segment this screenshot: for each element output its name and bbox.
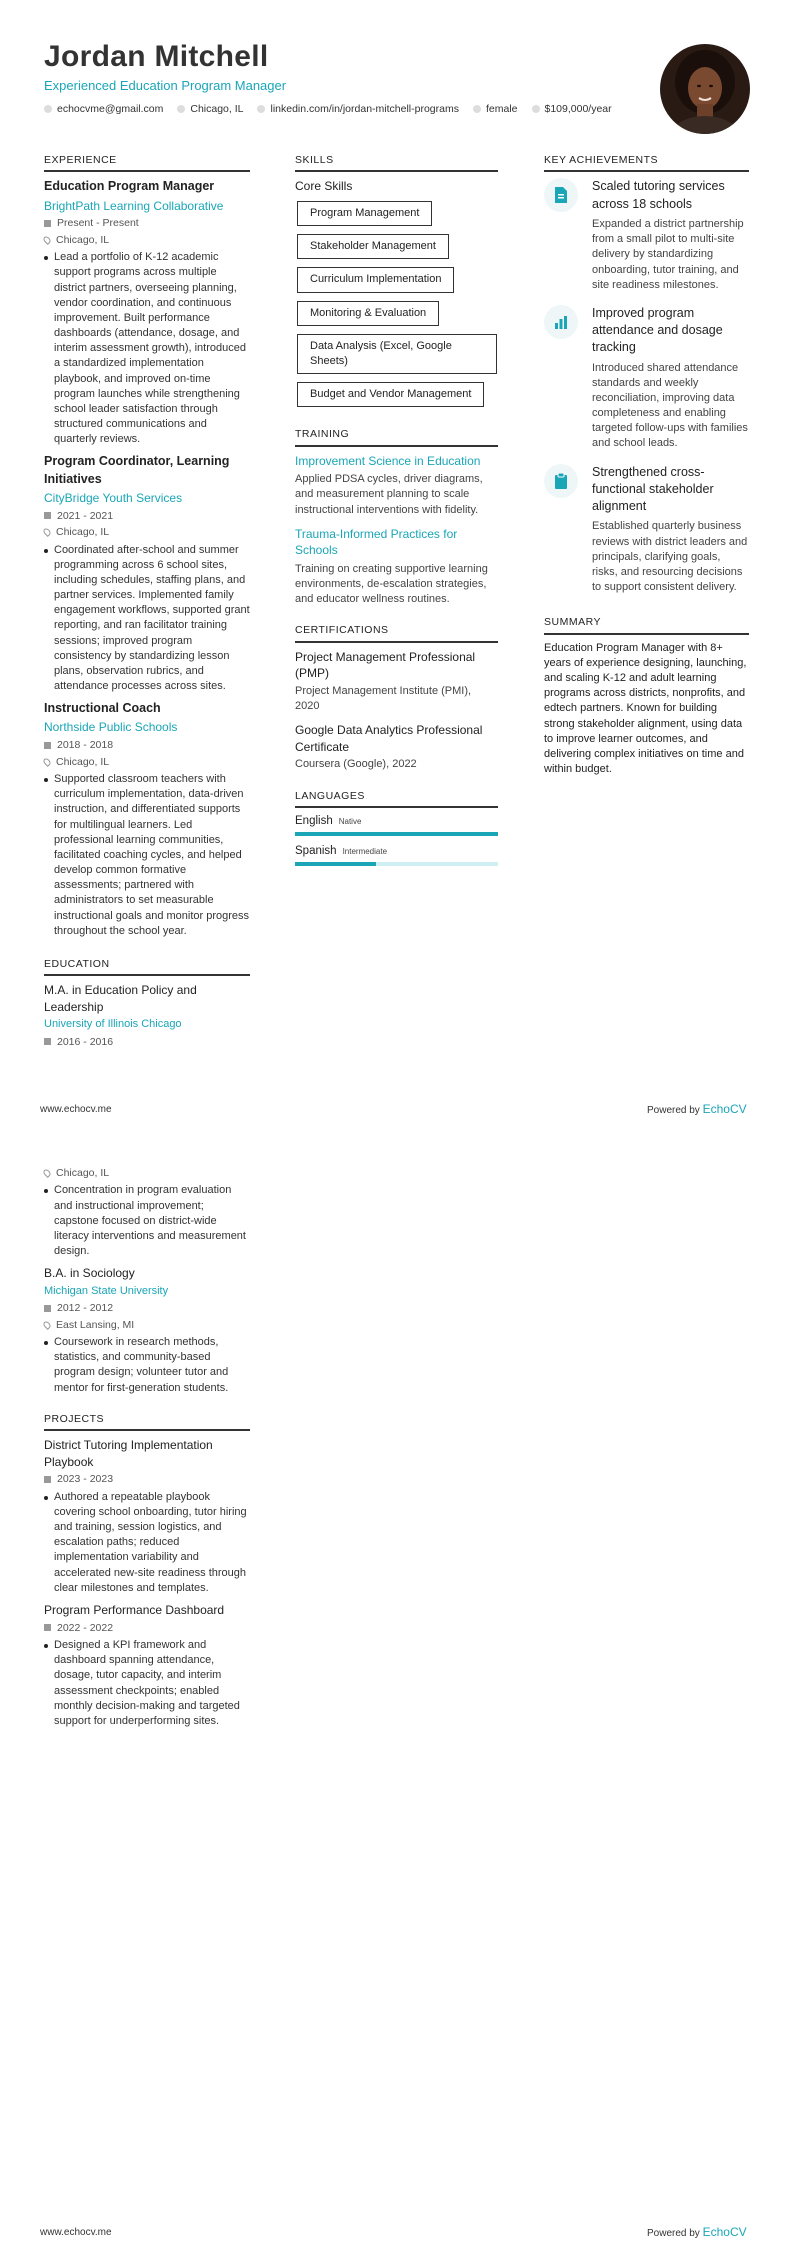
candidate-subtitle: Experienced Education Program Manager bbox=[44, 78, 287, 93]
skill-tag: Data Analysis (Excel, Google Sheets) bbox=[297, 334, 497, 374]
right-column bbox=[544, 153, 749, 777]
location-text: Chicago, IL bbox=[190, 103, 244, 115]
achievement-desc: Introduced shared attendance standards and weekly reconciliation, improving data completeness and enabling targeted follow-ups with families and school leads. bbox=[592, 361, 748, 450]
achievement-title: Strengthened cross-functional stakeholder alignment bbox=[592, 464, 714, 514]
language-level: Intermediate bbox=[342, 846, 388, 856]
bullet-text: Coordinated after-school and summer programming across 6 school sites, including schedules, staffing plans, and partner services. Implemented family engagement workflows, supported grant reporting, and ran facilitator training sessions; improved program consistency by standardizing lesson plans, observation rubrics, and attendance processes across sites. bbox=[54, 543, 250, 693]
contact-salary bbox=[532, 103, 612, 115]
education-section-title: EDUCATION bbox=[44, 957, 250, 976]
job-bullet bbox=[44, 772, 250, 939]
skills-section-title: SKILLS bbox=[295, 153, 498, 172]
language-item bbox=[295, 844, 498, 866]
job-dates bbox=[44, 738, 250, 752]
achievement-desc: Expanded a district partnership from a small pilot to multi-site delivery by standardizing onboarding, tutor training, and site readiness milestones. bbox=[592, 217, 744, 291]
dates-text: 2018 - 2018 bbox=[57, 739, 114, 752]
language-bar-fill bbox=[295, 862, 376, 866]
language-level: Native bbox=[338, 817, 362, 827]
contact-row bbox=[44, 103, 644, 115]
resume-header bbox=[44, 40, 644, 115]
edu-bullet bbox=[44, 1335, 250, 1396]
project-bullet bbox=[44, 1490, 250, 1596]
location-pin-icon bbox=[42, 1168, 52, 1178]
experience-item bbox=[44, 453, 250, 694]
email-icon bbox=[44, 105, 52, 113]
brand-logo[interactable]: EchoCV bbox=[702, 2225, 747, 2239]
training-desc: Training on creating supportive learning environments, de-escalation strategies, and educator wellness routines. bbox=[295, 562, 488, 606]
bullet-dot bbox=[44, 256, 48, 260]
languages-section-title: LANGUAGES bbox=[295, 789, 498, 808]
job-location bbox=[44, 755, 250, 769]
achievement-item bbox=[544, 464, 749, 596]
cert-issuer: Coursera (Google), 2022 bbox=[295, 758, 417, 771]
education-item bbox=[44, 1265, 250, 1395]
contact-email[interactable] bbox=[44, 103, 163, 115]
job-bullet bbox=[44, 543, 250, 695]
powered-text: Powered by bbox=[647, 1105, 700, 1116]
training-name: Trauma-Informed Practices for Schools bbox=[295, 526, 458, 558]
education-item bbox=[44, 982, 250, 1049]
school-name: University of Illinois Chicago bbox=[44, 1018, 182, 1031]
bullet-text: Supported classroom teachers with curriculum implementation, data-driven instruction, and differentiated supports for multilingual learners. Led professional learning communities, facilitated coaching cycles, and helped develop common formative assessments; partnered with administrators to set measurable instructional goals and monitor progress throughout the school year. bbox=[54, 772, 250, 937]
bullet-dot bbox=[44, 549, 48, 553]
left-column-page-2 bbox=[44, 1164, 250, 1729]
document-icon bbox=[544, 178, 578, 212]
bullet-text: Lead a portfolio of K-12 academic support programs across multiple district partners, overseeing planning, vendor coordination, and continuous improvement. Built performance dashboards (attendance, dosage, and interim assessment growth), introduced a standardized implementation playbook, and improved on-time program launches while strengthening school leader satisfaction through structured communications and quarterly reviews. bbox=[54, 251, 246, 446]
certifications-section-title: CERTIFICATIONS bbox=[295, 623, 498, 642]
job-bullet bbox=[44, 250, 250, 447]
location-pin-icon bbox=[42, 527, 52, 537]
experience-item bbox=[44, 178, 250, 447]
bullet-dot bbox=[44, 1496, 48, 1500]
location-text: East Lansing, MI bbox=[56, 1318, 135, 1331]
project-name: District Tutoring Implementation Playbook bbox=[44, 1438, 213, 1469]
language-bar bbox=[295, 832, 498, 836]
project-bullet bbox=[44, 1638, 250, 1729]
bar-chart-icon bbox=[544, 305, 578, 339]
location-pin-icon bbox=[42, 757, 52, 767]
dates-text: Present - Present bbox=[57, 217, 139, 230]
bullet-text: Concentration in program evaluation and instructional improvement; capstone focused on district-wide literacy interventions and measurement design. bbox=[54, 1184, 246, 1258]
linkedin-text: linkedin.com/in/jordan-mitchell-programs bbox=[270, 103, 459, 115]
achievements-section-title: KEY ACHIEVEMENTS bbox=[544, 153, 749, 172]
job-dates bbox=[44, 216, 250, 230]
gender-text: female bbox=[485, 103, 518, 115]
dates-text: 2016 - 2016 bbox=[57, 1035, 114, 1048]
cert-issuer: Project Management Institute (PMI), 2020 bbox=[295, 684, 472, 713]
location-pin-icon bbox=[42, 235, 52, 245]
location-text: Chicago, IL bbox=[56, 755, 110, 768]
training-name: Improvement Science in Education bbox=[295, 453, 481, 468]
job-location bbox=[44, 525, 250, 539]
degree-name: M.A. in Education Policy and Leadership bbox=[44, 983, 197, 1014]
company-name: CityBridge Youth Services bbox=[44, 490, 183, 505]
achievement-item bbox=[544, 305, 749, 452]
bullet-text: Designed a KPI framework and dashboard spanning attendance, dosage, tutor capacity, and interim assessment checkpoints; enabled monthly decision-making and targeted support for underperforming sites. bbox=[54, 1639, 240, 1727]
language-bar bbox=[295, 862, 498, 866]
cert-name: Project Management Professional (PMP) bbox=[295, 649, 476, 681]
project-name: Program Performance Dashboard bbox=[44, 1602, 225, 1617]
training-desc: Applied PDSA cycles, driver diagrams, and measurement planning to scale instructional interventions with fidelity. bbox=[295, 473, 483, 516]
location-pin-icon bbox=[42, 1320, 52, 1330]
footer-powered bbox=[647, 2225, 747, 2239]
training-section-title: TRAINING bbox=[295, 427, 498, 446]
achievement-item bbox=[544, 178, 749, 292]
project-dates bbox=[44, 1472, 250, 1486]
clipboard-icon bbox=[544, 464, 578, 498]
contact-location bbox=[177, 103, 243, 115]
bullet-text: Authored a repeatable playbook covering school onboarding, tutor hiring and training, session logistics, and escalation paths; reduced implementation variability and accelerated new-site readiness through clear milestones and templates. bbox=[54, 1490, 247, 1594]
candidate-name: Jordan Mitchell bbox=[44, 40, 269, 73]
project-item bbox=[44, 1602, 250, 1729]
dates-text: 2022 - 2022 bbox=[57, 1621, 114, 1634]
skill-tag: Budget and Vendor Management bbox=[297, 382, 484, 407]
salary-text: $109,000/year bbox=[544, 103, 612, 115]
powered-text: Powered by bbox=[647, 2228, 700, 2239]
education-item-continued bbox=[44, 1166, 250, 1259]
dates-text: 2012 - 2012 bbox=[57, 1302, 114, 1315]
company-name: Northside Public Schools bbox=[44, 720, 178, 735]
bullet-dot bbox=[44, 1644, 48, 1648]
edu-dates bbox=[44, 1035, 250, 1049]
left-column bbox=[44, 153, 250, 1049]
job-title: Education Program Manager bbox=[44, 179, 215, 194]
location-text: Chicago, IL bbox=[56, 233, 110, 246]
job-title: Program Coordinator, Learning Initiatives bbox=[44, 454, 230, 486]
calendar-icon bbox=[44, 1305, 51, 1312]
skill-tag: Program Management bbox=[297, 201, 432, 226]
edu-bullet bbox=[44, 1183, 250, 1259]
edu-location bbox=[44, 1318, 250, 1332]
achievement-desc: Established quarterly business reviews with district leaders and principals, clarifying goals, risks, and resourcing decisions to support consistent delivery. bbox=[592, 520, 748, 594]
project-dates bbox=[44, 1621, 250, 1635]
bullet-dot bbox=[44, 778, 48, 782]
footer-site-link[interactable]: www.echocv.me bbox=[40, 2227, 112, 2238]
achievement-title: Improved program attendance and dosage tracking bbox=[592, 305, 723, 355]
language-name: English bbox=[295, 815, 333, 828]
email-text: echocvme@gmail.com bbox=[57, 103, 164, 115]
middle-column bbox=[295, 153, 498, 866]
experience-item bbox=[44, 700, 250, 939]
calendar-icon bbox=[44, 742, 51, 749]
language-bar-fill bbox=[295, 832, 498, 836]
company-name: BrightPath Learning Collaborative bbox=[44, 198, 224, 213]
job-title: Instructional Coach bbox=[44, 701, 161, 716]
contact-linkedin[interactable] bbox=[257, 103, 459, 115]
calendar-icon bbox=[44, 1476, 51, 1483]
person-icon bbox=[473, 105, 481, 113]
language-item bbox=[295, 814, 498, 836]
achievement-title: Scaled tutoring services across 18 schools bbox=[592, 179, 725, 211]
job-dates bbox=[44, 509, 250, 523]
job-location bbox=[44, 233, 250, 247]
cert-name: Google Data Analytics Professional Certificate bbox=[295, 723, 483, 754]
bullet-dot bbox=[44, 1189, 48, 1193]
money-icon bbox=[532, 105, 540, 113]
summary-section-title: SUMMARY bbox=[544, 615, 749, 634]
edu-dates bbox=[44, 1301, 250, 1315]
projects-section-title: PROJECTS bbox=[44, 1412, 250, 1431]
calendar-icon bbox=[44, 512, 51, 519]
calendar-icon bbox=[44, 1038, 51, 1045]
skills-subtitle: Core Skills bbox=[295, 179, 353, 194]
contact-gender bbox=[473, 103, 518, 115]
calendar-icon bbox=[44, 1624, 51, 1631]
footer-powered bbox=[647, 1102, 747, 1116]
dates-text: 2023 - 2023 bbox=[57, 1473, 114, 1486]
school-name: Michigan State University bbox=[44, 1284, 169, 1297]
location-text: Chicago, IL bbox=[56, 526, 110, 539]
calendar-icon bbox=[44, 220, 51, 227]
edu-location bbox=[44, 1166, 250, 1180]
skill-tag: Curriculum Implementation bbox=[297, 267, 454, 292]
brand-logo[interactable]: EchoCV bbox=[702, 1102, 747, 1116]
dates-text: 2021 - 2021 bbox=[57, 509, 114, 522]
location-text: Chicago, IL bbox=[56, 1167, 110, 1179]
degree-name: B.A. in Sociology bbox=[44, 1266, 135, 1281]
experience-section-title: EXPERIENCE bbox=[44, 153, 250, 172]
project-item bbox=[44, 1437, 250, 1596]
avatar bbox=[660, 44, 750, 134]
summary-text: Education Program Manager with 8+ years of experience designing, launching, and scaling K-12 and adult learning programs across districts, nonprofits, and edtech partners. Known for building strong stakeholder alignment, using data to improve learner outcomes, and delivering complex initiatives on time and within budget. bbox=[544, 641, 747, 776]
bullet-dot bbox=[44, 1341, 48, 1345]
bullet-text: Coursework in research methods, statistics, and community-based program design; volunteer tutor and mentor for first-generation students. bbox=[54, 1336, 229, 1394]
link-icon bbox=[257, 105, 265, 113]
location-icon bbox=[177, 105, 185, 113]
skill-tag: Monitoring & Evaluation bbox=[297, 301, 439, 326]
skill-tag: Stakeholder Management bbox=[297, 234, 449, 259]
language-name: Spanish bbox=[295, 844, 337, 857]
footer-site-link[interactable]: www.echocv.me bbox=[40, 1104, 112, 1115]
